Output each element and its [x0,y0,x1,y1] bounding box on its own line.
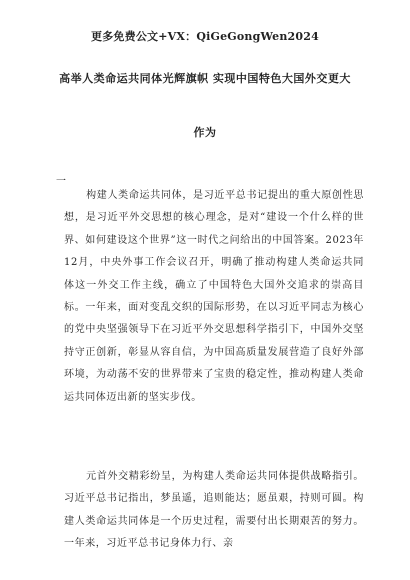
document-title-line1: 高举人类命运共同体光辉旗帜 实现中国特色大国外交更大 [59,72,351,85]
paragraph-1 [64,185,364,409]
paragraph-2-text: 元首外交精彩纷呈，为构建人类命运共同体提供战略指引。习近平总书记指出，梦虽遥，追则能达；愿虽艰，持则可圆。构建人类命运共同体是一个历史过程，需要付出长期艰苦的努力。一年来，习近平总书记身体力行、亲 [64,471,364,550]
header-banner: 更多免费公文+VX：QiGeGongWen2024 [91,30,319,43]
document-title-line2: 作为 [193,126,217,139]
paragraph-2 [64,466,364,556]
section-marker: 一 [56,176,66,187]
paragraph-1-text: 构建人类命运共同体，是习近平总书记提出的重大原创性思想，是习近平外交思想的核心理念，是对“建设一个什么样的世界、如何建设这个世界”这一时代之问给出的中国答案。2023年12月，中央外事工作会议召开，明确了推动构建人类命运共同体这一外交工作主线，确立了中国特色大国外交追求的崇高目标。一年来，面对变乱交织的国际形势，在以习近平同志为核心的党中央坚强领导下在习近平外交思想科学指引下，中国外交坚持守正创新，彰显从容自信，为中国高质量发展营造了良好外部环境，为动荡不安的世界带来了宝贵的稳定性，推动构建人类命运共同体迈出新的坚实步伐。 [64,190,364,403]
